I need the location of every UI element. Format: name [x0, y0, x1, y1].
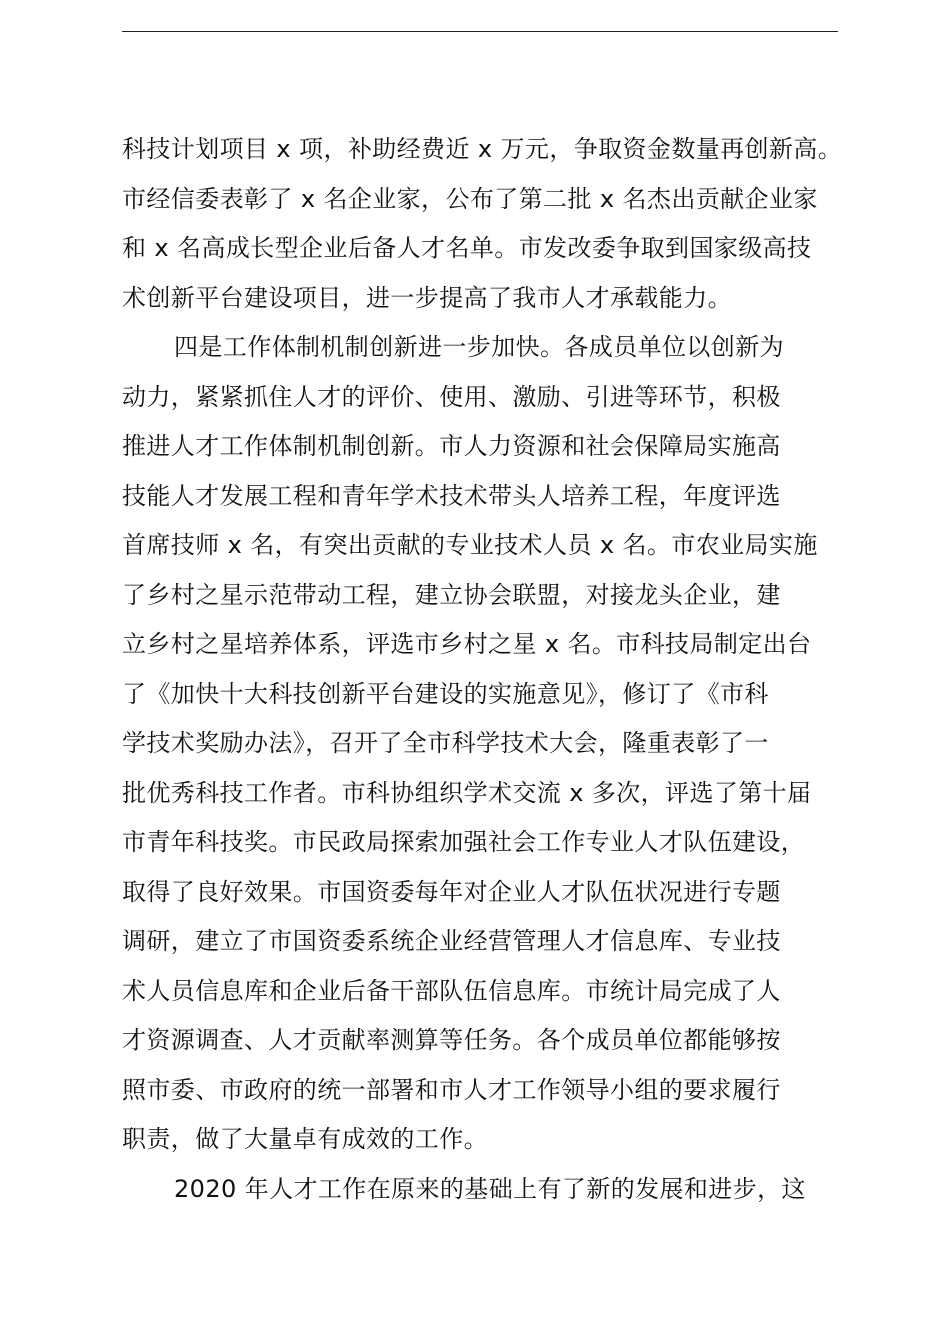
text-line: 了《加快十大科技创新平台建设的实施意见》，修订了《市科	[122, 679, 769, 708]
text-line: 职责，做了大量卓有成效的工作。	[122, 1125, 488, 1153]
text-line: 了乡村之星示范带动工程，建立协会联盟，对接龙头企业，建	[122, 580, 781, 609]
text-line: 调研，建立了市国资委系统企业经营管理人才信息库、专业技	[122, 927, 781, 955]
header-rule	[122, 31, 838, 32]
text-line: 科技计划项目 x 项，补助经费近 x 万元，争取资金数量再创新高。	[122, 135, 843, 163]
text-line: 立乡村之星培养体系，评选市乡村之星 x 名。市科技局制定出台	[122, 630, 812, 658]
text-line: 市青年科技奖。市民政局探索加强社会工作专业人才队伍建设，	[122, 828, 806, 856]
text-line: 技能人才发展工程和青年学术技术带头人培养工程，年度评选	[122, 481, 781, 510]
text-line: 学技术奖励办法》，召开了全市科学技术大会，隆重表彰了一	[122, 729, 769, 757]
text-line: 动力，紧紧抓住人才的评价、使用、激励、引进等环节，积极	[122, 382, 781, 411]
text-line: 首席技师 x 名，有突出贡献的专业技术人员 x 名。市农业局实施	[122, 531, 818, 559]
text-line: 术人员信息库和企业后备干部队伍信息库。市统计局完成了人	[122, 976, 781, 1005]
paragraph-start-line: 四是工作体制机制创新进一步加快。各成员单位以创新为	[174, 333, 784, 361]
text-line: 才资源调查、人才贡献率测算等任务。各个成员单位都能够按	[122, 1026, 781, 1054]
text-line: 市经信委表彰了 x 名企业家，公布了第二批 x 名杰出贡献企业家	[122, 184, 818, 213]
text-line: 批优秀科技工作者。市科协组织学术交流 x 多次，评选了第十届	[122, 778, 812, 807]
text-line: 取得了良好效果。市国资委每年对企业人才队伍状况进行专题	[122, 877, 781, 906]
text-line: 照市委、市政府的统一部署和市人才工作领导小组的要求履行	[122, 1075, 781, 1104]
paragraph-start-line: 2020 年人才工作在原来的基础上有了新的发展和进步，这	[174, 1174, 806, 1203]
document-body	[122, 125, 862, 1214]
text-line: 和 x 名高成长型企业后备人才名单。市发改委争取到国家级高技	[122, 234, 812, 262]
text-line: 推进人才工作体制机制创新。市人力资源和社会保障局实施高	[122, 432, 781, 460]
text-line: 术创新平台建设项目，进一步提高了我市人才承载能力。	[122, 283, 732, 312]
